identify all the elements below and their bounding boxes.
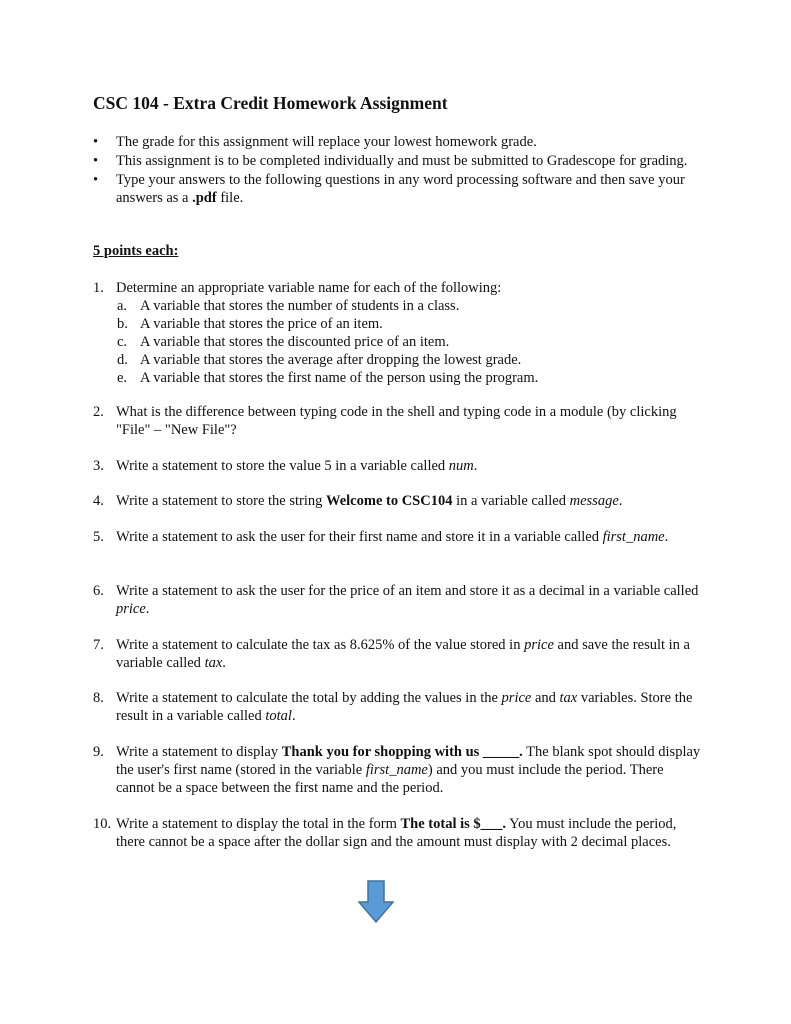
text-run: Write a statement to ask the user for the price of an item and store it as a decimal in a variable called [116, 583, 699, 599]
question-item [93, 403, 703, 439]
question-number: 1. [93, 280, 104, 296]
question-item [93, 582, 703, 618]
question-text [116, 690, 692, 724]
bullet-item [93, 133, 703, 151]
sub-item: d. A variable that stores the average after dropping the lowest grade. [117, 352, 522, 368]
bold-run: Welcome to CSC104 [326, 493, 453, 509]
question-number: 10. [93, 816, 112, 832]
question-item [93, 689, 703, 725]
text-run: . [473, 458, 478, 474]
text-run: ) and you must include the period. There cannot be a space between the first name and the period. [116, 762, 664, 796]
italic-run: price [501, 690, 532, 706]
sub-item: b. A variable that stores the price of an item. [117, 316, 383, 332]
text-run: . [222, 655, 226, 671]
text-run: The blank spot should display the user's first name (stored in the variable [116, 744, 701, 778]
text-run: This assignment is to be completed individually and must be submitted to Gradescope for grading. [116, 153, 688, 169]
question-item [93, 743, 703, 797]
bullet-dot-icon: • [93, 153, 99, 169]
down-arrow-icon [358, 880, 394, 929]
bullet-dot-icon: • [93, 172, 99, 188]
question-number: 8. [93, 690, 104, 706]
text-run: variables. Store the result in a variable called [116, 690, 693, 724]
text-run: file. [216, 190, 244, 206]
text-run: Write a statement to store the value 5 in a variable called [116, 458, 449, 474]
italic-run: tax [204, 655, 223, 671]
text-run: Type your answers to the following questions in any word processing software and then save your answers as a [116, 172, 685, 206]
text-run: . [618, 493, 623, 509]
text-run: Write a statement to ask the user for their first name and store it in a variable called [116, 529, 603, 545]
question-number: 3. [93, 458, 104, 474]
italic-run: price [116, 601, 146, 617]
question-item [93, 636, 703, 672]
bullet-item [93, 171, 703, 207]
italic-run: price [524, 637, 554, 653]
question-text [116, 404, 677, 438]
italic-run: tax [559, 690, 578, 706]
question-text [116, 529, 668, 545]
sub-item: c. A variable that stores the discounted price of an item. [117, 334, 450, 350]
question-number: 6. [93, 583, 104, 599]
text-run: and save the result in a variable called [116, 637, 690, 671]
question-text [116, 280, 501, 296]
instructions-list [93, 133, 703, 208]
question-number: 4. [93, 493, 104, 509]
bullet-item [93, 152, 703, 170]
question-item [93, 528, 703, 546]
question-text [116, 744, 700, 796]
text-run: Write a statement to store the string [116, 493, 327, 509]
text-run: . [664, 529, 669, 545]
text-run: Write a statement to calculate the total by adding the values in the [116, 690, 502, 706]
italic-run: first_name [602, 529, 665, 545]
bold-run: Thank you for shopping with us _____. [281, 744, 523, 760]
text-run: and [531, 690, 560, 706]
bullet-dot-icon: • [93, 134, 99, 150]
question-item [93, 279, 703, 387]
question-text [116, 637, 690, 671]
text-run: . [145, 601, 150, 617]
text-run: in a variable called [452, 493, 570, 509]
text-run: What is the difference between typing code in the shell and typing code in a module (by clicking "File" – "New File"? [116, 404, 677, 438]
italic-run: total [265, 708, 292, 724]
question-item [93, 815, 703, 851]
section-heading: 5 points each: [93, 243, 179, 259]
bold-run: .pdf [192, 190, 217, 206]
text-run: The grade for this assignment will replace your lowest homework grade. [116, 134, 537, 150]
sub-item: e. A variable that stores the first name of the person using the program. [117, 370, 539, 386]
question-number: 5. [93, 529, 104, 545]
question-number: 2. [93, 404, 104, 420]
italic-run: message [569, 493, 619, 509]
question-text [116, 583, 698, 617]
text-run: Write a statement to calculate the tax as 8.625% of the value stored in [116, 637, 525, 653]
sub-item: a. A variable that stores the number of students in a class. [117, 298, 460, 314]
question-number: 7. [93, 637, 104, 653]
question-number: 9. [93, 744, 104, 760]
text-run: Write a statement to display the total in the form [116, 816, 401, 832]
text-run: . [291, 708, 296, 724]
italic-run: first_name [365, 762, 428, 778]
question-text [116, 493, 622, 509]
question-text [116, 458, 477, 474]
question-item [93, 492, 703, 510]
page-title: CSC 104 - Extra Credit Homework Assignment [93, 93, 448, 113]
text-run: You must include the period, there cannot be a space after the dollar sign and the amount must display with 2 decimal places. [116, 816, 677, 850]
question-text [116, 816, 676, 850]
text-run: Write a statement to display [116, 744, 282, 760]
bold-run: The total is $___. [400, 816, 507, 832]
text-run: Determine an appropriate variable name for each of the following: [116, 280, 502, 296]
italic-run: num [448, 458, 474, 474]
question-item [93, 457, 703, 475]
